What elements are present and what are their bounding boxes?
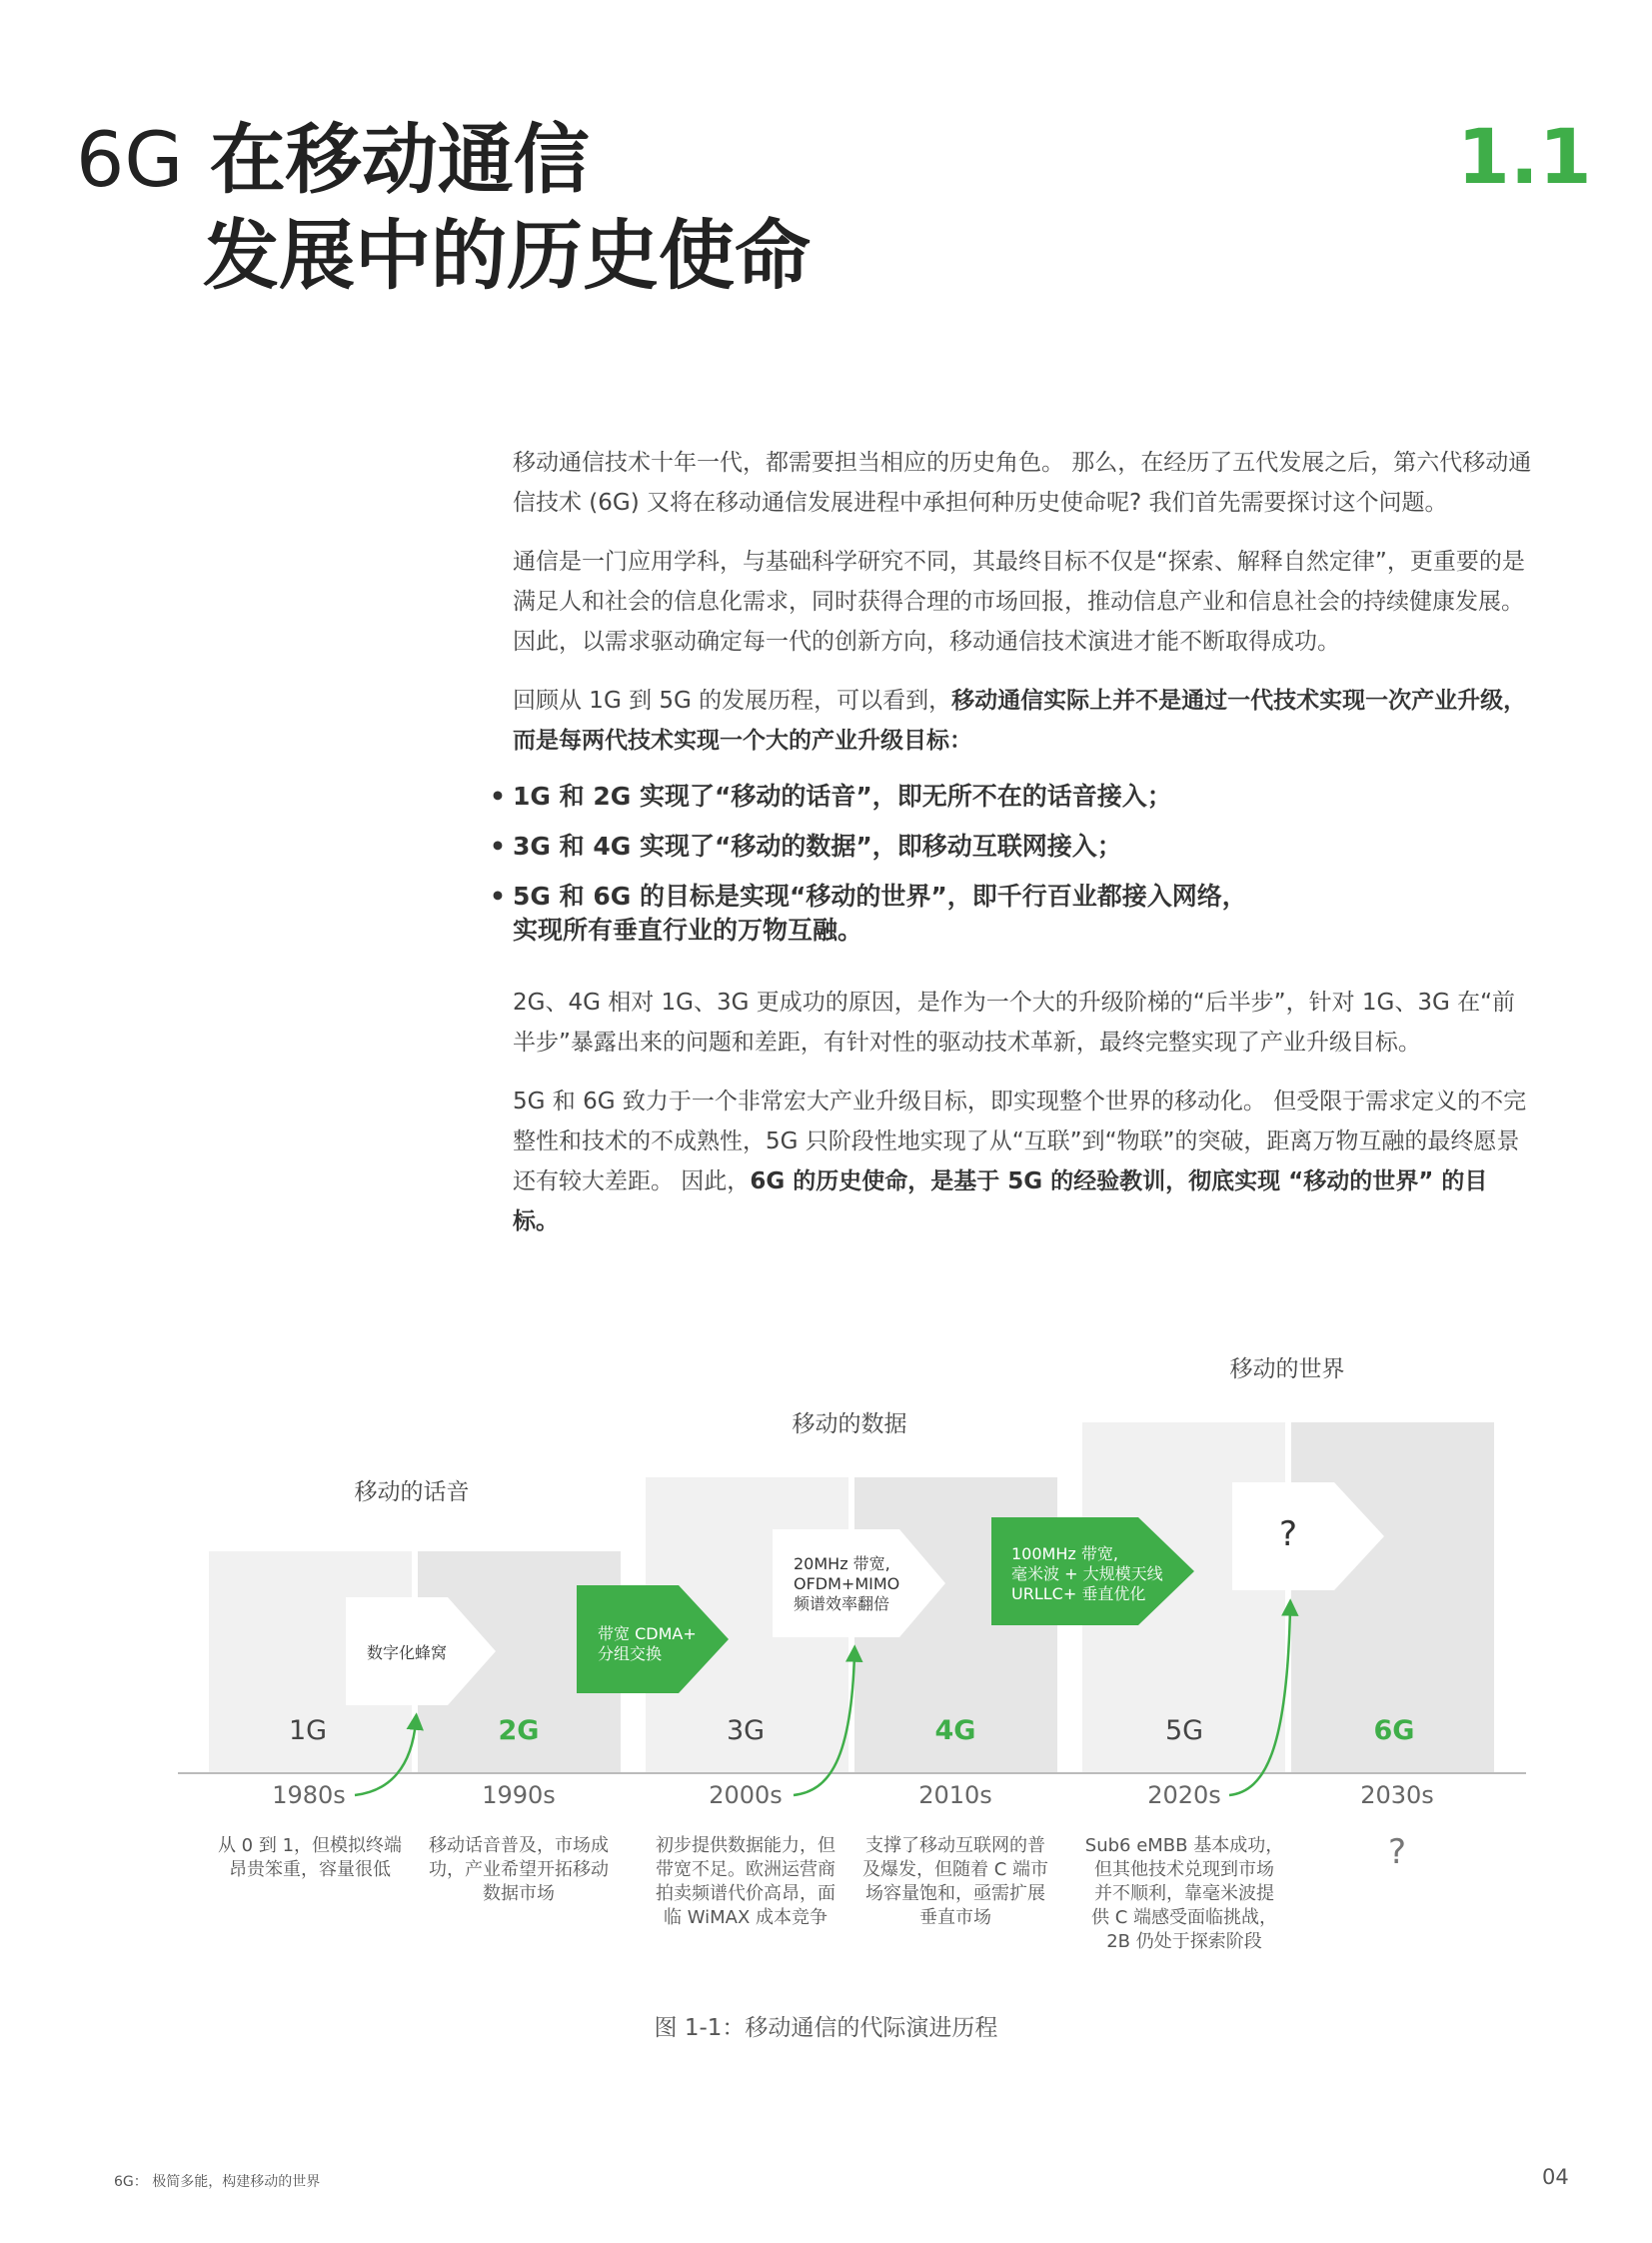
desc-6g: ? — [1387, 1832, 1407, 1872]
arrow-label-3-line2: OFDM+MIMO — [794, 1574, 900, 1593]
desc-2g-line1: 移动话音普及，市场成 — [429, 1835, 609, 1856]
body-text — [513, 443, 1532, 1260]
arrow-label-2-line2: 分组交换 — [598, 1644, 663, 1663]
desc-1g-line1: 从 0 到 1，但模拟终端 — [217, 1835, 403, 1856]
bullet-item: • 3G 和 4G 实现了“移动的数据”，即移动互联网接入； — [490, 830, 1532, 864]
decade-2020s: 2020s — [1147, 1781, 1221, 1809]
desc-3g-line2: 带宽不足。欧洲运营商 — [656, 1859, 835, 1880]
paragraph-3 — [513, 681, 1532, 761]
decade-1980s: 1980s — [272, 1781, 346, 1809]
title-line1: 在移动通信 — [209, 115, 590, 204]
page-number: 04 — [1542, 2165, 1569, 2189]
arrow-label-1: 数字化蜂窝 — [367, 1643, 448, 1662]
desc-3g-line3: 拍卖频谱代价高昂，面 — [656, 1883, 835, 1904]
gen-label-3g: 3G — [726, 1715, 766, 1746]
section-number: 1.1 — [1457, 112, 1592, 201]
paragraph-2: 通信是一门应用学科，与基础科学研究不同，其最终目标不仅是“探索、解释自然定律”，更重要的是满足人和社会的信息化需求，同时获得合理的市场回报，推动信息产业和信息社会的持续健康发展。 因此，以需求驱动确定每一代的创新方向，移动通信技术演进才能不断取得成功。 — [513, 549, 1525, 655]
figure-caption: 图 1-1：移动通信的代际演进历程 — [654, 2015, 998, 2041]
stage-title-voice: 移动的话音 — [354, 1479, 470, 1505]
decade-2010s: 2010s — [918, 1781, 992, 1809]
gen-label-2g: 2G — [498, 1715, 540, 1746]
desc-5g-line3: 并不顺利，靠毫米波提 — [1094, 1883, 1274, 1904]
desc-1g-line2: 昂贵笨重，容量很低 — [229, 1859, 391, 1880]
paragraph-1: 移动通信技术十年一代，都需要担当相应的历史角色。 那么，在经历了五代发展之后，第六代移动通信技术 (6G) 又将在移动通信发展进程中承担何种历史使命呢? 我们首先需要探讨这个问题。 — [513, 450, 1532, 516]
arrow-label-5: ? — [1278, 1514, 1298, 1554]
arrow-label-3-line1: 20MHz 带宽, — [794, 1554, 890, 1573]
bullet-item-line2: 实现所有垂直行业的万物互融。 — [513, 916, 863, 945]
gen-label-1g: 1G — [288, 1715, 328, 1746]
desc-4g-line1: 支撑了移动互联网的普 — [865, 1835, 1045, 1856]
desc-3g-line4: 临 WiMAX 成本竞争 — [663, 1907, 828, 1928]
timeline-diagram — [0, 1329, 1652, 2009]
bullet-item: • 1G 和 2G 实现了“移动的话音”，即无所不在的话音接入； — [490, 780, 1532, 814]
desc-5g-line2: 但其他技术兑现到市场 — [1094, 1859, 1274, 1880]
desc-5g-line1: Sub6 eMBB 基本成功， — [1084, 1835, 1284, 1856]
arrow-label-4-line1: 100MHz 带宽, — [1011, 1544, 1118, 1563]
decade-2000s: 2000s — [709, 1781, 783, 1809]
desc-2g-line3: 数据市场 — [483, 1883, 555, 1904]
title-line2: 发展中的历史使命 — [203, 211, 811, 300]
paragraph-5-plain: 5G 和 6G 致力于一个非常宏大产业升级目标，即实现整个世界的移动化。 但受限于需求定义的不完整性和技术的不成熟性，5G 只阶段性地实现了从“互联”到“物联”的突破，距离万物互融的最终愿景还有较大差距。 因此， — [513, 1089, 1527, 1194]
desc-4g-line4: 垂直市场 — [919, 1907, 991, 1928]
bullet-item — [490, 880, 1532, 948]
page-title — [76, 112, 811, 304]
desc-3g-line1: 初步提供数据能力，但 — [656, 1835, 835, 1856]
paragraph-3-plain: 回顾从 1G 到 5G 的发展历程，可以看到， — [513, 688, 952, 714]
paragraph-3-bold: 移动通信实际上并不是通过一代技术实现一次产业升级，而是每两代技术实现一个大的产业升级目标： — [513, 688, 1527, 754]
gen-label-4g: 4G — [934, 1715, 976, 1746]
bullet-list — [490, 780, 1532, 948]
arrow-label-4-line3: URLLC+ 垂直优化 — [1011, 1584, 1146, 1603]
desc-5g-line4: 供 C 端感受面临挑战， — [1090, 1907, 1278, 1928]
footer-title: 6G： 极简多能，构建移动的世界 — [114, 2174, 321, 2190]
desc-2g-line2: 功，产业希望开拓移动 — [429, 1859, 609, 1880]
decade-2030s: 2030s — [1360, 1781, 1434, 1809]
desc-4g-line3: 场容量饱和，亟需扩展 — [865, 1883, 1045, 1904]
stage-title-world: 移动的世界 — [1229, 1356, 1345, 1382]
paragraph-5 — [513, 1082, 1532, 1241]
gen-label-6g: 6G — [1373, 1715, 1415, 1746]
stage-title-data: 移动的数据 — [792, 1411, 907, 1437]
paragraph-5-bold: 6G 的历史使命，是基于 5G 的经验教训，彻底实现 “移动的世界” 的目标。 — [513, 1168, 1488, 1234]
desc-5g-line5: 2B 仍处于探索阶段 — [1106, 1931, 1262, 1952]
decade-1990s: 1990s — [482, 1781, 556, 1809]
arrow-label-3-line3: 频谱效率翻倍 — [794, 1594, 890, 1613]
arrow-label-4-line2: 毫米波 + 大规模天线 — [1011, 1564, 1163, 1583]
bullet-item-line1: 5G 和 6G 的目标是实现“移动的世界”，即千行百业都接入网络， — [513, 882, 1247, 911]
title-6g: 6G — [76, 115, 184, 204]
desc-4g-line2: 及爆发，但随着 C 端市 — [861, 1859, 1049, 1880]
paragraph-4: 2G、4G 相对 1G、3G 更成功的原因，是作为一个大的升级阶梯的“后半步”，针对 1G、3G 在“前半步”暴露出来的问题和差距，有针对性的驱动技术革新，最终完整实现了产业升级目标。 — [513, 990, 1516, 1056]
gen-label-5g: 5G — [1164, 1715, 1204, 1746]
arrow-label-2-line1: 带宽 CDMA+ — [598, 1624, 697, 1643]
